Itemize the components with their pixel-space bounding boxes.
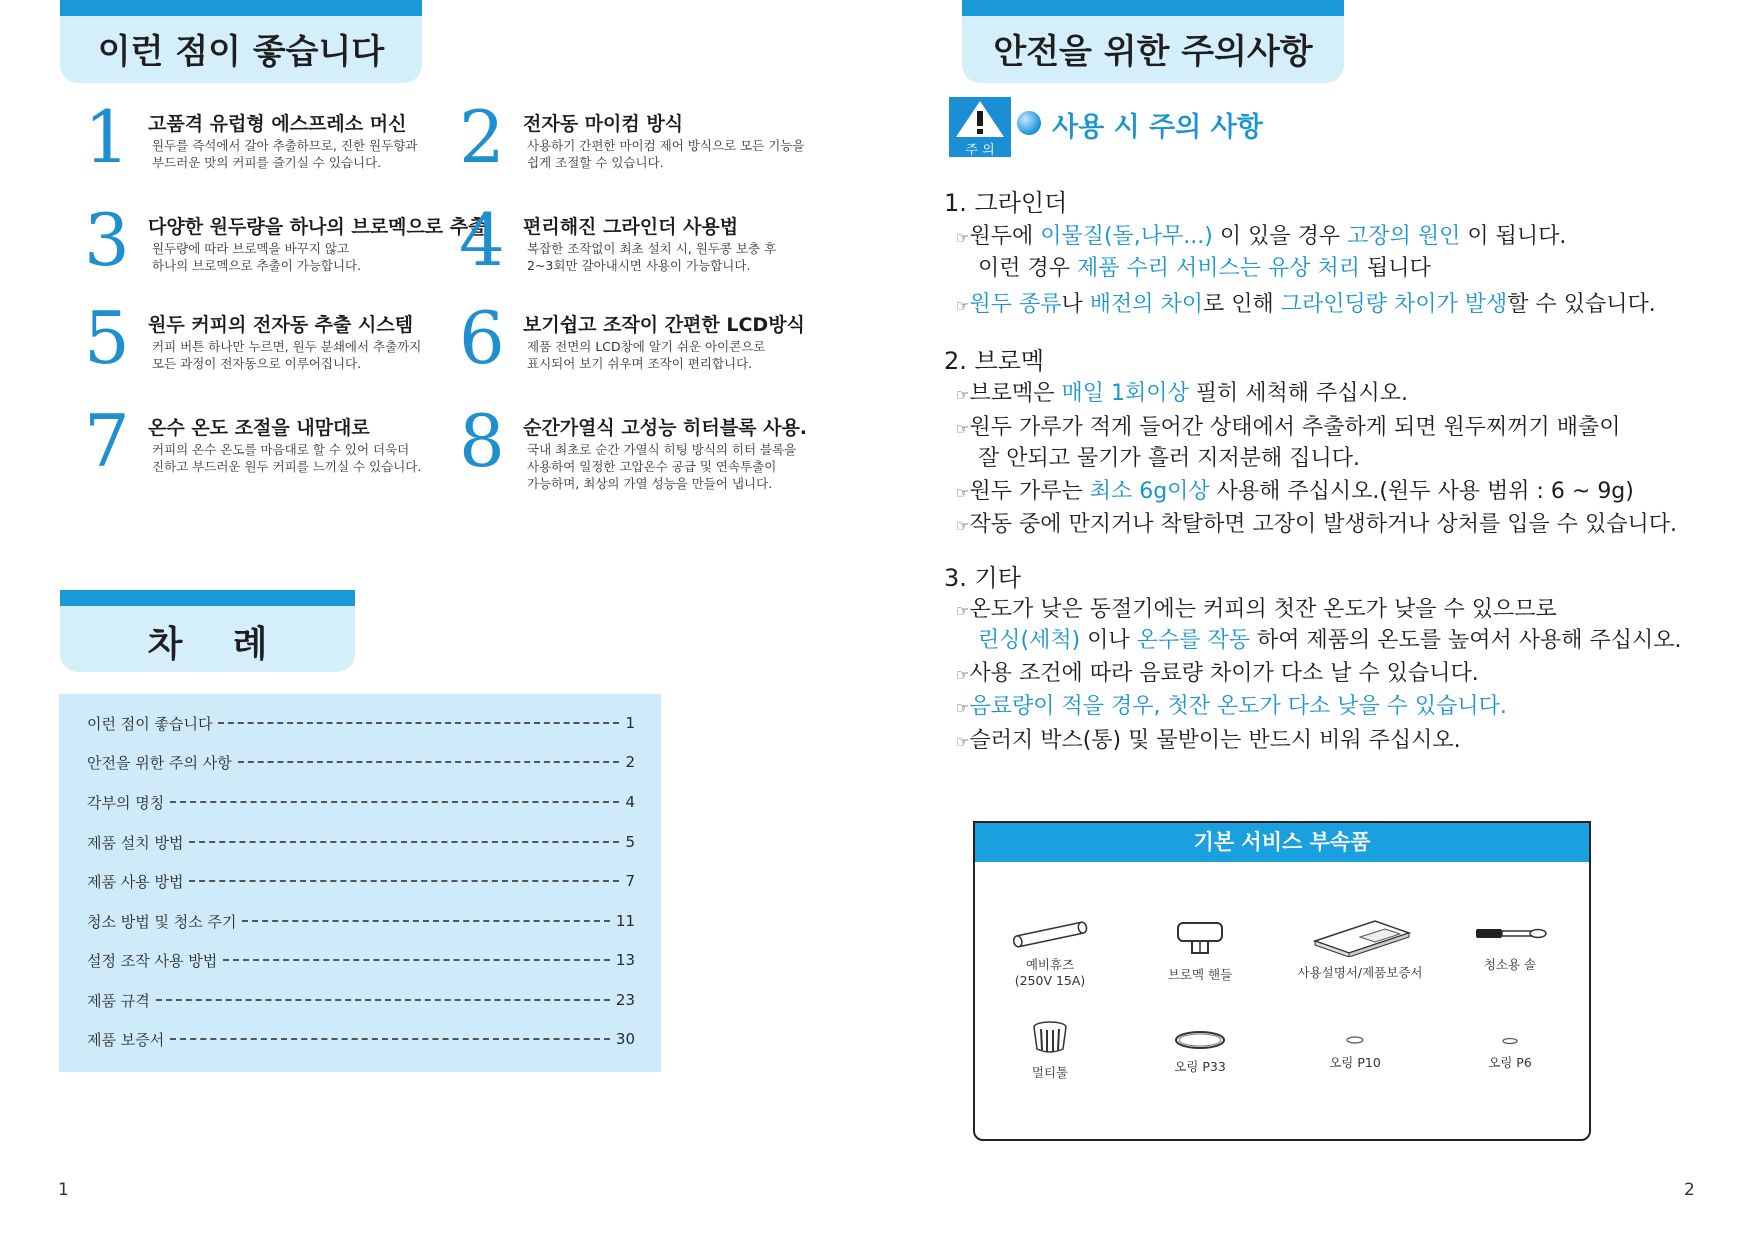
feature-desc: 제품 전면의 LCD창에 알기 쉬운 아이콘으로 표시되어 보기 쉬우며 조작이 편리합니다. <box>527 339 766 371</box>
safety-title-tab <box>962 0 1344 83</box>
feature-number: 3 <box>84 198 130 282</box>
section-1-heading: 1. 그라인더 <box>944 189 1068 217</box>
caution-line: 린싱(세척) 이나 온수를 작동 하여 제품의 온도를 높여서 사용해 주십시오. <box>978 628 1682 653</box>
warning-icon <box>949 97 1011 139</box>
feature-title: 전자동 마이컴 방식 <box>523 113 684 135</box>
toc-row[interactable]: 제품 설치 방법 5 <box>87 833 635 852</box>
table-of-contents <box>59 694 661 1072</box>
toc-row[interactable]: 제품 사용 방법 7 <box>87 872 635 891</box>
toc-row[interactable]: 제품 보증서 30 <box>87 1030 635 1049</box>
feature-desc: 커피 버튼 하나만 누르면, 원두 분쇄에서 추출까지 모든 과정이 전자동으로 이루어집니다. <box>152 339 422 371</box>
feature-number: 2 <box>459 95 505 179</box>
pointing-hand-icon: ☞ <box>956 420 970 438</box>
pointing-hand-icon: ☞ <box>956 229 970 247</box>
features-title: 이런 점이 좋습니다 <box>97 32 385 72</box>
accessories-title: 기본 서비스 부속품 <box>975 823 1589 862</box>
caution-line: ☞원두 가루는 최소 6g이상 사용해 주십시오.(원두 사용 범위 : 6 ~ 9g) <box>956 479 1634 504</box>
caution-line: ☞사용 조건에 따라 음료량 차이가 다소 날 수 있습니다. <box>956 661 1479 686</box>
feature-title: 고품격 유럽형 에스프레소 머신 <box>148 113 407 135</box>
feature-desc: 커피의 온수 온도를 마음대로 할 수 있어 더욱더 진하고 부드러운 원두 커피를 느끼실 수 있습니다. <box>152 442 422 474</box>
feature-title: 온수 온도 조절을 내맘대로 <box>148 417 370 439</box>
multitool-icon <box>1025 1019 1075 1057</box>
feature-number: 6 <box>459 296 505 380</box>
manual-icon <box>1305 919 1415 957</box>
feature-desc: 원두를 즉석에서 갈아 추출하므로, 진한 원두향과 부드러운 맛의 커피를 즐기실 수 있습니다. <box>152 138 418 170</box>
safety-title: 안전을 위한 주의사항 <box>993 32 1313 72</box>
toc-title: 차 례 <box>147 624 268 665</box>
usage-caution-subtitle: 사용 시 주의 사항 <box>1052 112 1263 143</box>
feature-desc: 원두량에 따라 브로멕을 바꾸지 않고 하나의 브로멕으로 추출이 가능합니다. <box>152 241 362 273</box>
pointing-hand-icon: ☞ <box>956 386 970 404</box>
accessory-oring-p10: 오링 P10 <box>1280 1033 1430 1071</box>
pointing-hand-icon: ☞ <box>956 602 970 620</box>
pointing-hand-icon: ☞ <box>956 699 970 717</box>
feature-desc: 국내 최초로 순간 가열식 히팅 방식의 히터 블록을 사용하여 일정한 고압온수 공급 및 연속투출이 가능하며, 최상의 가열 성능을 만들어 냅니다. <box>527 442 797 491</box>
feature-title: 편리해진 그라인더 사용법 <box>523 216 739 238</box>
handle-icon <box>1170 919 1230 959</box>
feature-number: 8 <box>459 399 505 483</box>
feature-title: 원두 커피의 전자동 추출 시스템 <box>148 314 414 336</box>
section-3-heading: 3. 기타 <box>944 564 1021 592</box>
toc-row[interactable]: 제품 규격 23 <box>87 991 635 1010</box>
accessory-cleaning-brush: 청소용 솔 <box>1435 919 1585 973</box>
caution-line: ☞온도가 낮은 동절기에는 커피의 첫잔 온도가 낮을 수 있으므로 <box>956 597 1557 622</box>
accessory-bromek-handle: 브로멕 핸들 <box>1125 919 1275 983</box>
accessory-oring-p33: 오링 P33 <box>1125 1029 1275 1075</box>
feature-number: 4 <box>459 198 505 282</box>
toc-row[interactable]: 설정 조작 사용 방법 13 <box>87 951 635 970</box>
oring-large-icon <box>1170 1029 1230 1051</box>
warning-badge <box>949 97 1011 157</box>
bullet-circle-icon <box>1017 111 1041 135</box>
pointing-hand-icon: ☞ <box>956 733 970 751</box>
oring-tiny-icon <box>1495 1035 1525 1047</box>
feature-number: 5 <box>84 296 130 380</box>
oring-small-icon <box>1340 1033 1370 1047</box>
caution-line: ☞작동 중에 만지거나 착탈하면 고장이 발생하거나 상처를 입을 수 있습니다. <box>956 512 1677 537</box>
pointing-hand-icon: ☞ <box>956 484 970 502</box>
page-number-left: 1 <box>58 1180 69 1200</box>
caution-line: ☞브로멕은 매일 1회이상 필히 세척해 주십시오. <box>956 381 1408 406</box>
caution-line: ☞원두 종류나 배전의 차이로 인해 그라인딩량 차이가 발생할 수 있습니다. <box>956 292 1656 317</box>
toc-row[interactable]: 이런 점이 좋습니다 1 <box>87 714 635 733</box>
features-title-tab <box>60 0 422 83</box>
pointing-hand-icon: ☞ <box>956 297 970 315</box>
feature-number: 1 <box>84 95 130 179</box>
toc-title-tab <box>60 590 355 672</box>
feature-title: 순간가열식 고성능 히터블록 사용. <box>523 417 808 439</box>
caution-line: 잘 안되고 물기가 흘러 지저분해 집니다. <box>978 446 1360 471</box>
fuse-icon <box>1005 919 1095 949</box>
accessory-manual: 사용설명서/제품보증서 <box>1275 919 1445 981</box>
feature-desc: 복잡한 조작없이 최초 설치 시, 원두콩 보충 후 2~3회만 갈아내시면 사용이 가능합니다. <box>527 241 777 273</box>
feature-title: 보기쉽고 조작이 간편한 LCD방식 <box>523 314 805 336</box>
feature-desc: 사용하기 간편한 마이컴 제어 방식으로 모든 기능을 쉽게 조절할 수 있습니다. <box>527 138 805 170</box>
caution-line: ☞원두 가루가 적게 들어간 상태에서 추출하게 되면 원두찌꺼기 배출이 <box>956 415 1621 440</box>
accessories-box <box>973 821 1591 1141</box>
feature-title: 다양한 원두량을 하나의 브로멕으로 추출 <box>148 216 487 238</box>
pointing-hand-icon: ☞ <box>956 517 970 535</box>
feature-number: 7 <box>84 399 130 483</box>
caution-line: ☞음료량이 적을 경우, 첫잔 온도가 다소 낮을 수 있습니다. <box>956 694 1507 719</box>
accessory-fuse: 예비휴즈 (250V 15A) <box>975 919 1125 989</box>
caution-line: ☞슬러지 박스(통) 및 물받이는 반드시 비워 주십시오. <box>956 728 1461 753</box>
toc-row[interactable]: 안전을 위한 주의 사항 2 <box>87 753 635 772</box>
toc-row[interactable]: 각부의 명칭 4 <box>87 793 635 812</box>
pointing-hand-icon: ☞ <box>956 666 970 684</box>
section-2-heading: 2. 브로멕 <box>944 347 1045 375</box>
warning-badge-label: 주 의 <box>965 143 995 158</box>
toc-row[interactable]: 청소 방법 및 청소 주기 11 <box>87 912 635 931</box>
accessory-oring-p6: 오링 P6 <box>1435 1035 1585 1071</box>
page-number-right: 2 <box>1684 1180 1695 1200</box>
accessory-multitool: 멀티툴 <box>975 1019 1125 1081</box>
caution-line: ☞원두에 이물질(돌,나무...) 이 있을 경우 고장의 원인 이 됩니다. <box>956 224 1567 249</box>
brush-icon <box>1470 919 1550 949</box>
caution-line: 이런 경우 제품 수리 서비스는 유상 처리 됩니다 <box>978 256 1431 281</box>
